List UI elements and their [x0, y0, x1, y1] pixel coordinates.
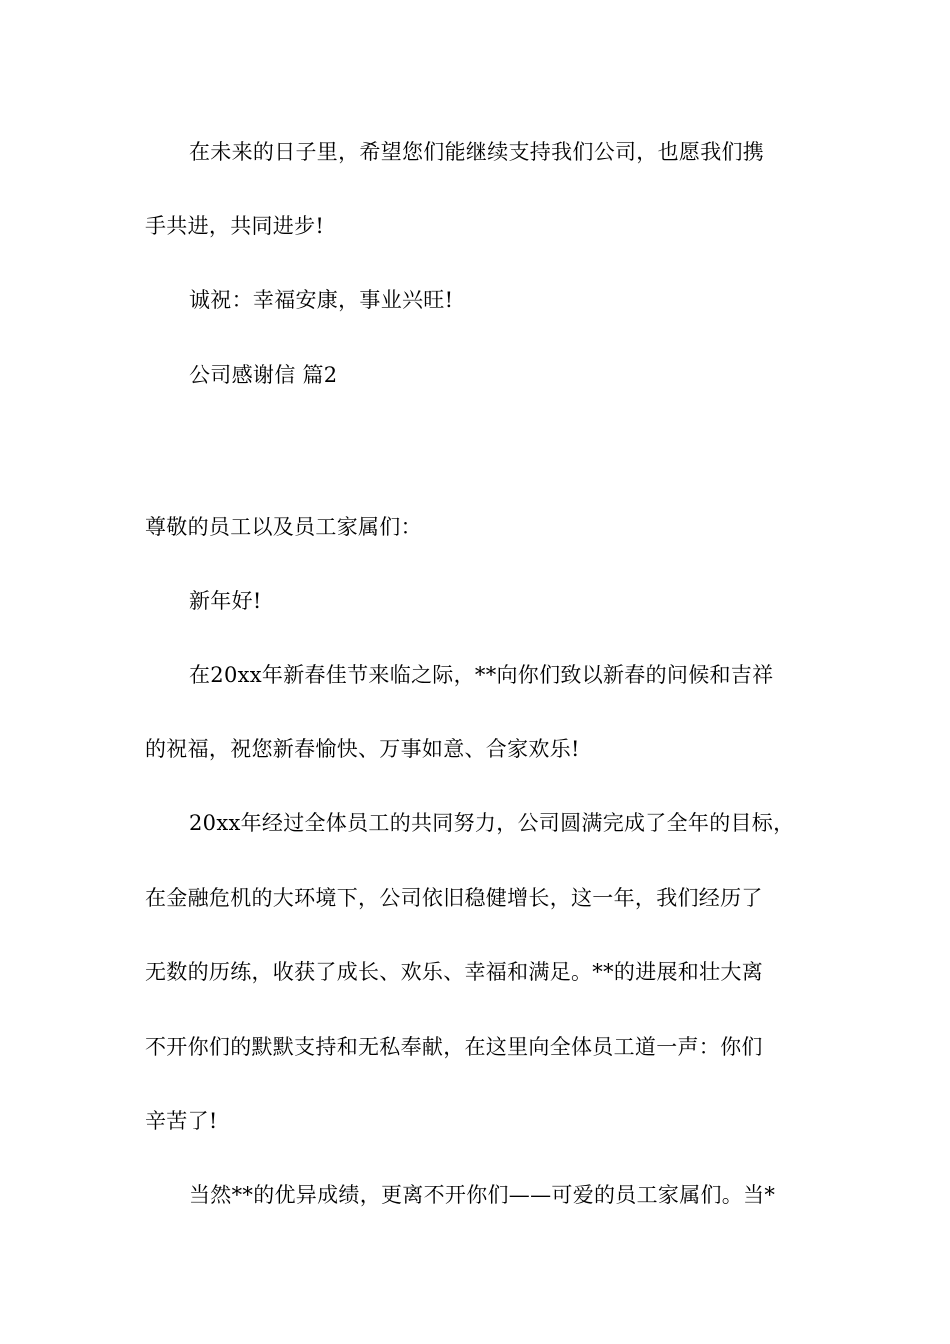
paragraph-line: 辛苦了! [145, 1109, 218, 1133]
greeting: 新年好! [189, 589, 262, 613]
closing-wish: 诚祝：幸福安康，事业兴旺! [189, 288, 454, 312]
paragraph-line: 当然**的优异成绩，更离不开你们——可爱的员工家属们。当* [189, 1183, 776, 1207]
paragraph-line: 在未来的日子里，希望您们能继续支持我们公司，也愿我们携 [189, 140, 765, 164]
paragraph-line: 在20xx年新春佳节来临之际，**向你们致以新春的问候和吉祥 [189, 663, 774, 687]
paragraph-line: 在金融危机的大环境下，公司依旧稳健增长，这一年，我们经历了 [145, 886, 763, 910]
paragraph-line: 手共进，共同进步! [145, 214, 325, 238]
paragraph-line: 的祝福，祝您新春愉快、万事如意、合家欢乐! [145, 737, 580, 761]
paragraph-line: 不开你们的默默支持和无私奉献，在这里向全体员工道一声：你们 [145, 1035, 763, 1059]
salutation: 尊敬的员工以及员工家属们： [145, 515, 422, 539]
section-heading: 公司感谢信 篇2 [189, 363, 338, 387]
paragraph-line: 20xx年经过全体员工的共同努力，公司圆满完成了全年的目标， [189, 811, 795, 835]
paragraph-line: 无数的历练，收获了成长、欢乐、幸福和满足。**的进展和壮大离 [145, 960, 763, 984]
